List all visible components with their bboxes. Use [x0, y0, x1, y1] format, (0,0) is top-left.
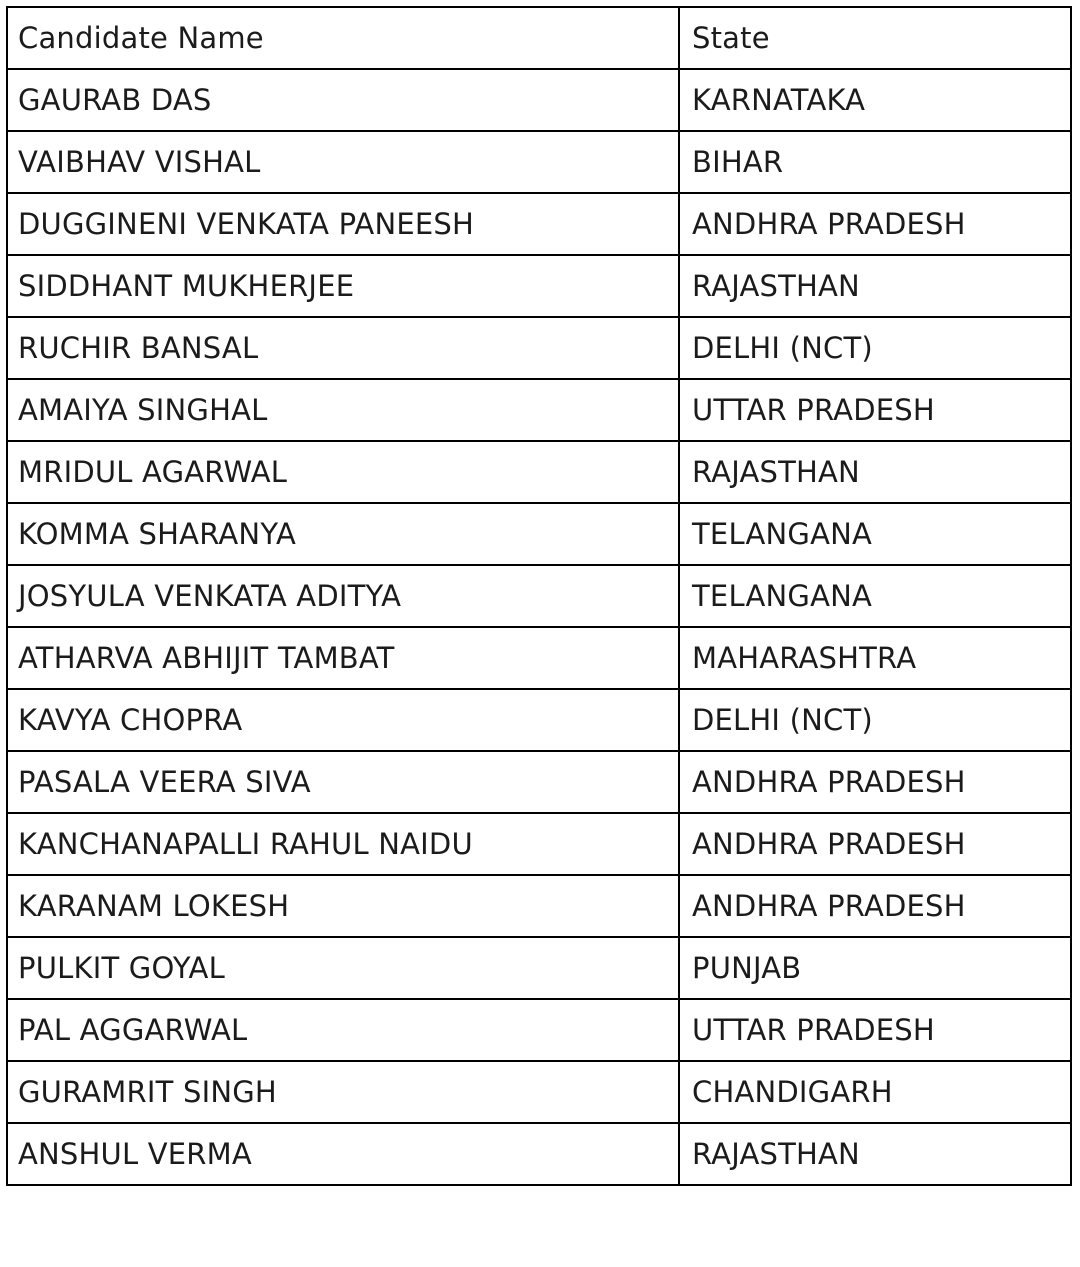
table-row: [7, 565, 1071, 627]
cell-state: ANDHRA PRADESH: [679, 751, 1071, 813]
table-row: [7, 1123, 1071, 1185]
cell-state: ANDHRA PRADESH: [679, 875, 1071, 937]
cell-candidate-name: PULKIT GOYAL: [7, 937, 679, 999]
cell-candidate-name: KAVYA CHOPRA: [7, 689, 679, 751]
cell-state: CHANDIGARH: [679, 1061, 1071, 1123]
cell-candidate-name: GAURAB DAS: [7, 69, 679, 131]
table-row: [7, 255, 1071, 317]
candidate-state-table: [6, 6, 1072, 1186]
table-row: [7, 875, 1071, 937]
cell-state: DELHI (NCT): [679, 689, 1071, 751]
cell-candidate-name: RUCHIR BANSAL: [7, 317, 679, 379]
table-row: [7, 441, 1071, 503]
table-header-row: [7, 7, 1071, 69]
table-row: [7, 689, 1071, 751]
cell-state: TELANGANA: [679, 565, 1071, 627]
cell-state: DELHI (NCT): [679, 317, 1071, 379]
table-row: [7, 503, 1071, 565]
cell-candidate-name: ATHARVA ABHIJIT TAMBAT: [7, 627, 679, 689]
cell-candidate-name: KANCHANAPALLI RAHUL NAIDU: [7, 813, 679, 875]
cell-candidate-name: AMAIYA SINGHAL: [7, 379, 679, 441]
cell-candidate-name: PAL AGGARWAL: [7, 999, 679, 1061]
cell-state: KARNATAKA: [679, 69, 1071, 131]
cell-candidate-name: VAIBHAV VISHAL: [7, 131, 679, 193]
column-header-state: State: [679, 7, 1071, 69]
cell-candidate-name: KARANAM LOKESH: [7, 875, 679, 937]
cell-state: TELANGANA: [679, 503, 1071, 565]
table-row: [7, 813, 1071, 875]
cell-state: MAHARASHTRA: [679, 627, 1071, 689]
table-row: [7, 379, 1071, 441]
table-body: [7, 7, 1071, 1185]
cell-state: UTTAR PRADESH: [679, 999, 1071, 1061]
table-row: [7, 751, 1071, 813]
cell-state: ANDHRA PRADESH: [679, 193, 1071, 255]
cell-state: UTTAR PRADESH: [679, 379, 1071, 441]
cell-state: PUNJAB: [679, 937, 1071, 999]
cell-candidate-name: DUGGINENI VENKATA PANEESH: [7, 193, 679, 255]
cell-candidate-name: SIDDHANT MUKHERJEE: [7, 255, 679, 317]
table-row: [7, 69, 1071, 131]
cell-candidate-name: MRIDUL AGARWAL: [7, 441, 679, 503]
cell-state: RAJASTHAN: [679, 441, 1071, 503]
table-row: [7, 1061, 1071, 1123]
column-header-candidate-name: Candidate Name: [7, 7, 679, 69]
table-row: [7, 131, 1071, 193]
cell-state: RAJASTHAN: [679, 1123, 1071, 1185]
cell-candidate-name: GURAMRIT SINGH: [7, 1061, 679, 1123]
cell-candidate-name: ANSHUL VERMA: [7, 1123, 679, 1185]
table-row: [7, 317, 1071, 379]
cell-state: ANDHRA PRADESH: [679, 813, 1071, 875]
table-row: [7, 627, 1071, 689]
table-row: [7, 193, 1071, 255]
cell-state: BIHAR: [679, 131, 1071, 193]
cell-candidate-name: JOSYULA VENKATA ADITYA: [7, 565, 679, 627]
table-row: [7, 937, 1071, 999]
cell-state: RAJASTHAN: [679, 255, 1071, 317]
table-row: [7, 999, 1071, 1061]
cell-candidate-name: KOMMA SHARANYA: [7, 503, 679, 565]
cell-candidate-name: PASALA VEERA SIVA: [7, 751, 679, 813]
